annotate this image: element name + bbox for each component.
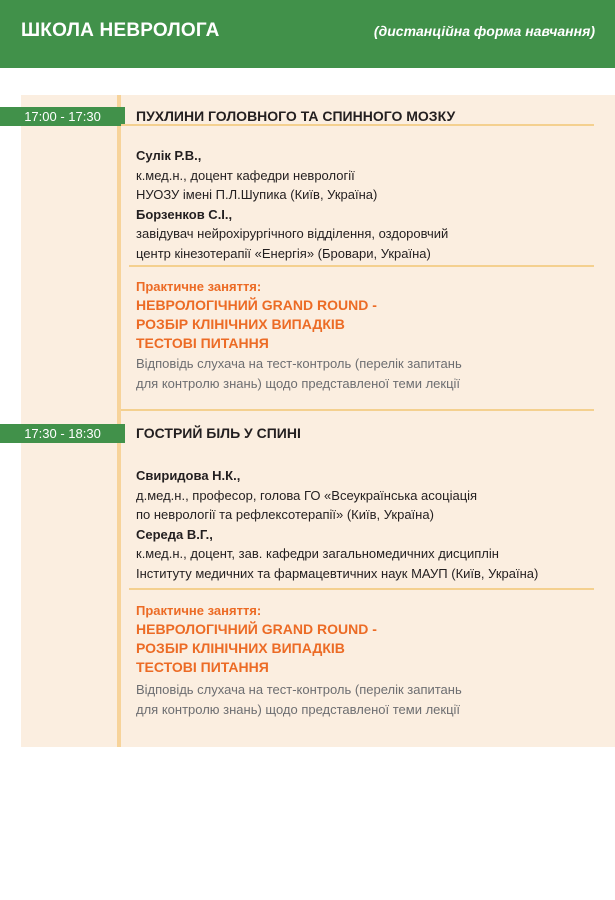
speaker-affiliation: д.мед.н., професор, голова ГО «Всеукраїнська асоціація	[136, 487, 478, 503]
speaker-affiliation: центр кінезотерапії «Енергія» (Бровари, Україна)	[136, 245, 431, 261]
speakers-block	[136, 146, 611, 263]
practical-block	[136, 601, 596, 677]
speaker-name: Свиридова Н.К.,	[136, 468, 241, 483]
speaker-affiliation: по неврології та рефлексотерапії» (Київ, Україна)	[136, 507, 434, 522]
speaker-name: Середа В.Г.,	[136, 526, 213, 542]
speaker-affiliation: завідувач нейрохірургічного відділення, оздоровчий	[136, 226, 449, 241]
session-title: ПУХЛИНИ ГОЛОВНОГО ТА СПИННОГО МОЗКУ	[136, 108, 456, 124]
note-line: для контролю знань) щодо представленої теми лекції	[136, 701, 461, 717]
page-subtitle: (дистанційна форма навчання)	[373, 23, 595, 39]
page-header	[0, 0, 615, 68]
practical-heading: РОЗБІР КЛІНІЧНИХ ВИПАДКІВ	[136, 316, 345, 332]
speaker-affiliation: Інституту медичних та фармацевтичних наук МАУП (Київ, Україна)	[136, 565, 539, 581]
session-time-tag: 17:00 - 17:30	[0, 107, 125, 126]
note-line: для контролю знань) щодо представленої теми лекції	[136, 375, 461, 391]
speaker-affiliation: к.мед.н., доцент кафедри неврології	[136, 167, 355, 183]
session-time-tag: 17:30 - 18:30	[0, 424, 125, 443]
timeline-divider	[117, 95, 121, 747]
practical-heading: НЕВРОЛОГІЧНИЙ GRAND ROUND -	[136, 621, 377, 637]
session-rule	[121, 409, 594, 411]
practical-heading: РОЗБІР КЛІНІЧНИХ ВИПАДКІВ	[136, 640, 345, 656]
practical-label: Практичне заняття:	[136, 603, 262, 618]
section-divider	[129, 588, 594, 590]
session-title: ГОСТРИЙ БІЛЬ У СПИНІ	[136, 425, 301, 441]
test-note	[136, 680, 596, 719]
section-divider	[129, 265, 594, 267]
note-line: Відповідь слухача на тест-контроль (перелік запитань	[136, 682, 462, 697]
speaker-name: Сулік Р.В.,	[136, 148, 202, 163]
note-line: Відповідь слухача на тест-контроль (перелік запитань	[136, 356, 462, 371]
practical-heading: ТЕСТОВІ ПИТАННЯ	[136, 659, 269, 675]
practical-block	[136, 277, 596, 353]
practical-label: Практичне заняття:	[136, 279, 262, 294]
page-title: ШКОЛА НЕВРОЛОГА	[21, 20, 220, 41]
speaker-name: Борзенков С.І.,	[136, 206, 233, 222]
session-rule	[121, 124, 594, 126]
test-note	[136, 354, 596, 393]
practical-heading: НЕВРОЛОГІЧНИЙ GRAND ROUND -	[136, 297, 377, 313]
speaker-affiliation: НУОЗУ імені П.Л.Шупика (Київ, Україна)	[136, 187, 378, 202]
practical-heading: ТЕСТОВІ ПИТАННЯ	[136, 335, 269, 351]
speakers-block	[136, 466, 611, 583]
speaker-affiliation: к.мед.н., доцент, зав. кафедри загальномедичних дисциплін	[136, 546, 499, 561]
